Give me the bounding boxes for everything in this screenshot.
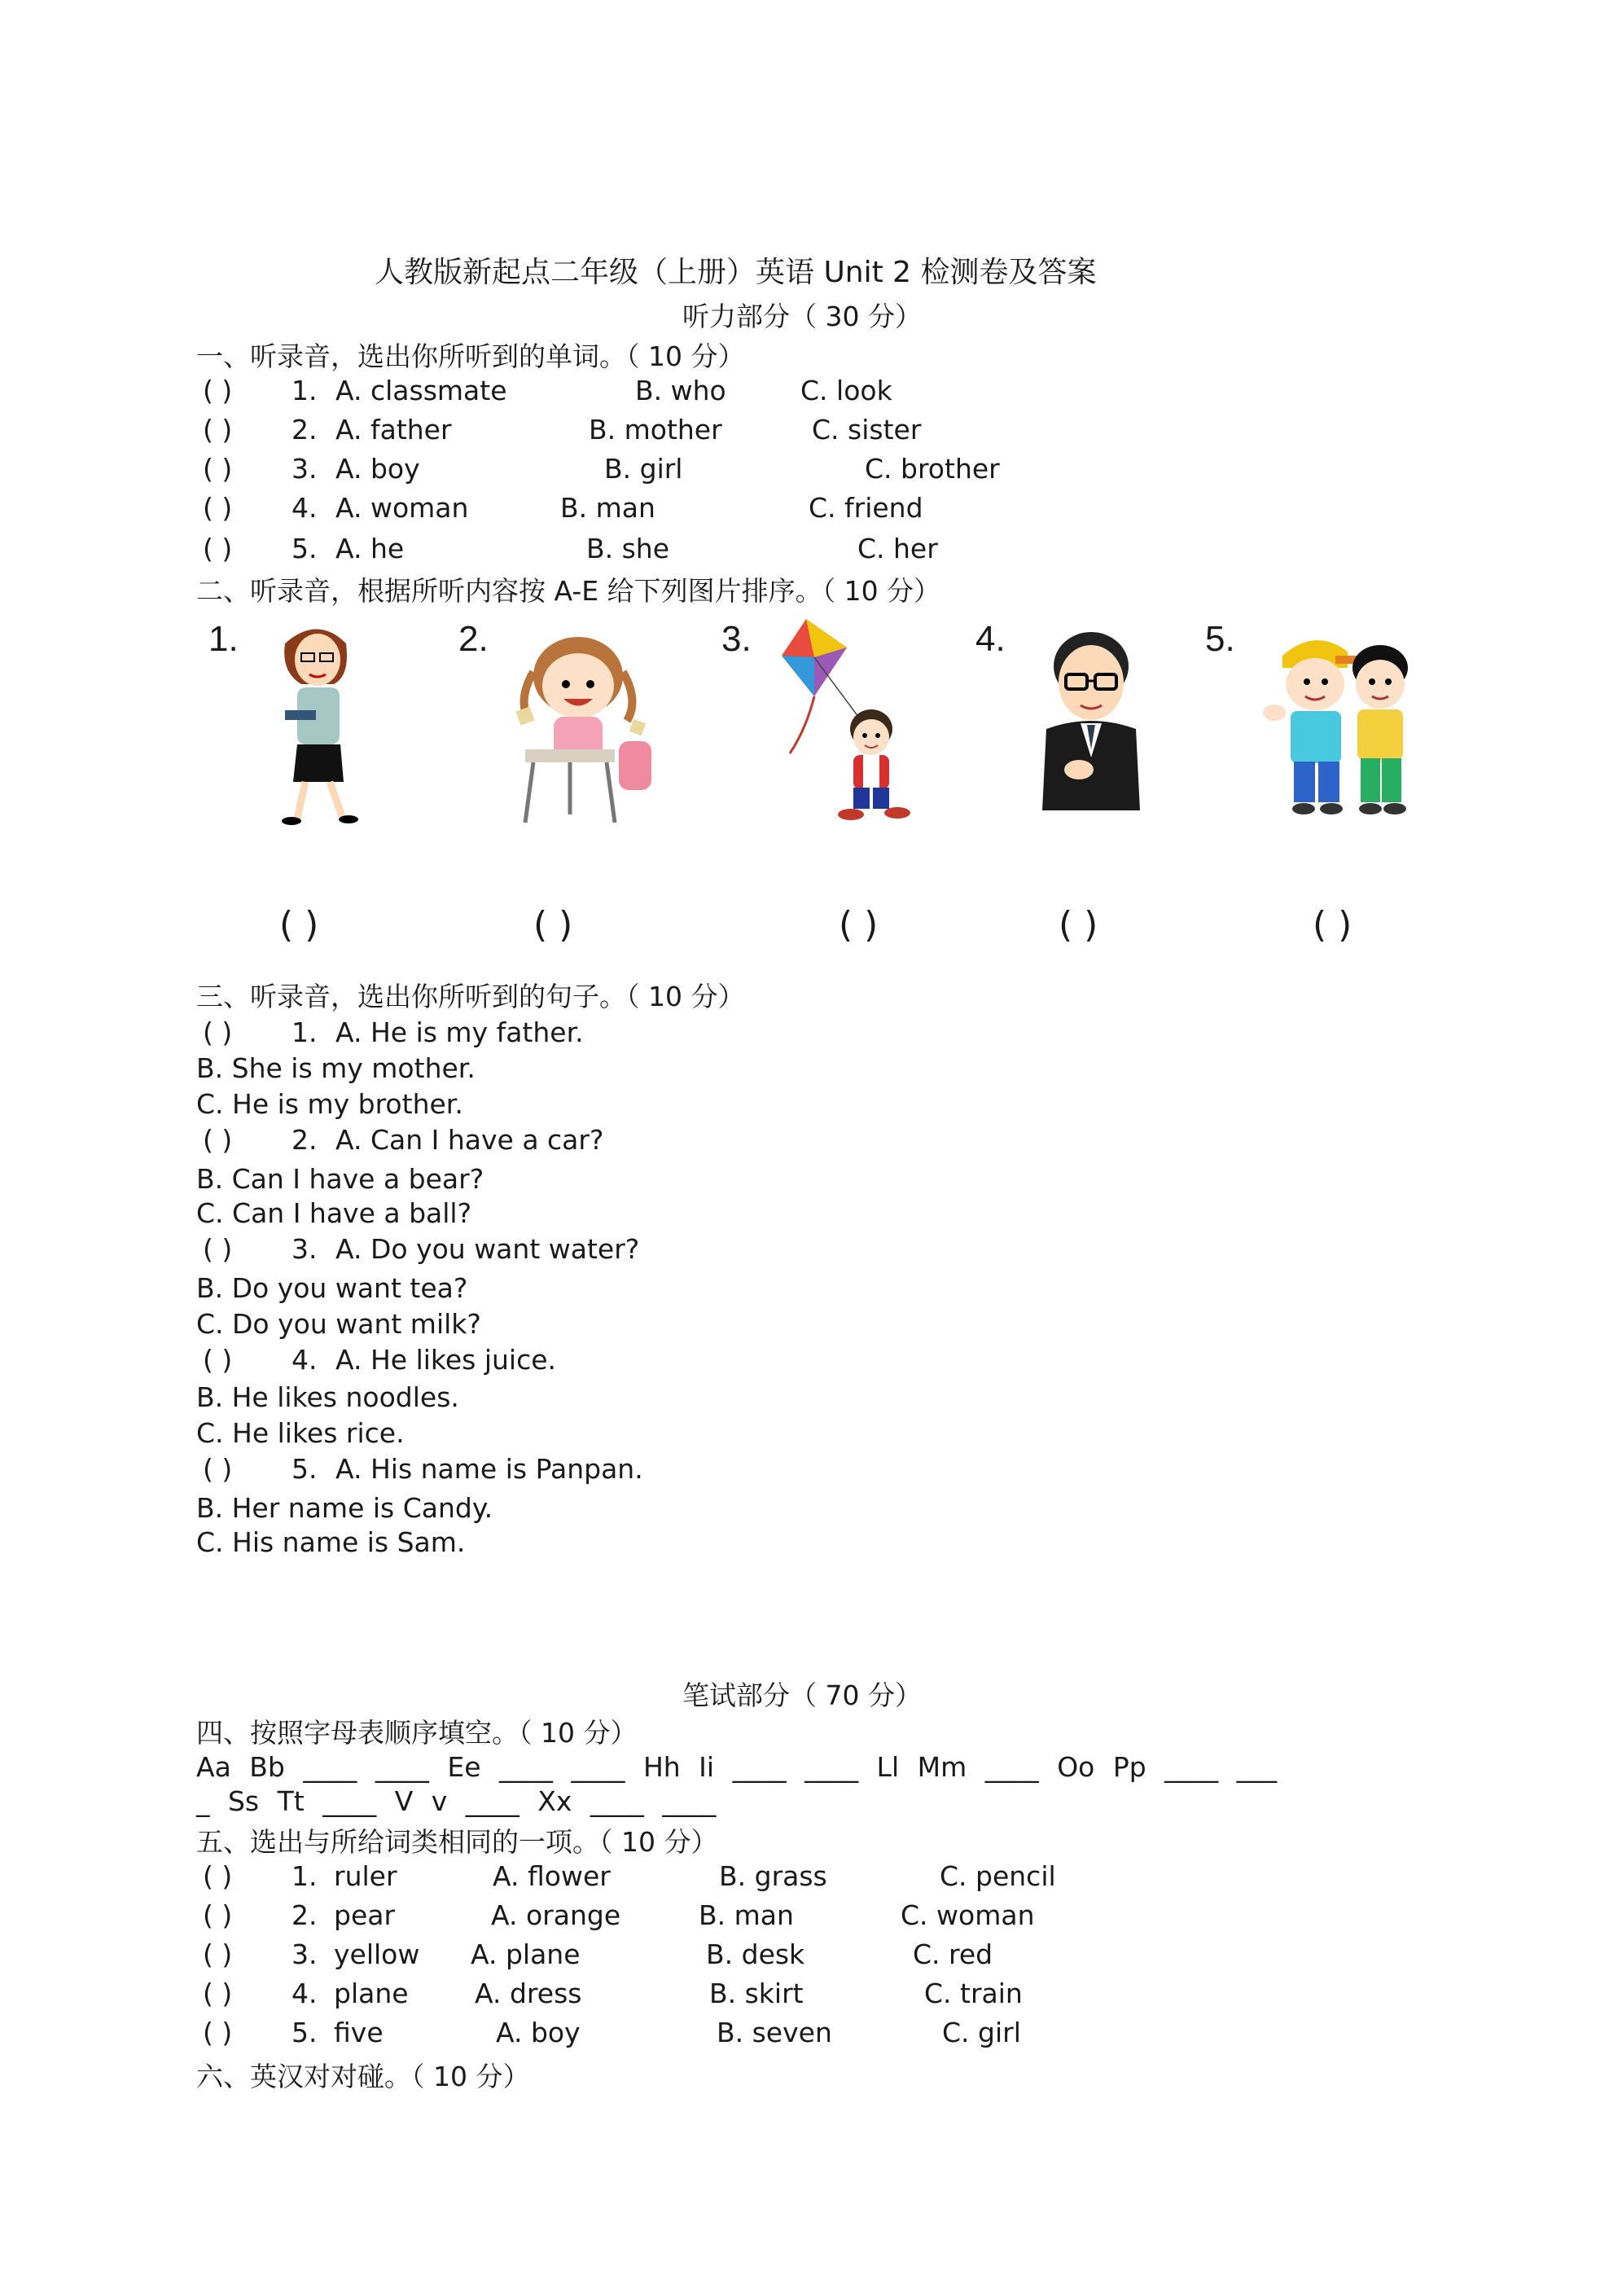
option-c: C. woman <box>901 1899 1035 1931</box>
option-b: B. grass <box>719 1860 827 1892</box>
option-c: C. He likes rice. <box>196 1417 405 1449</box>
option-c: C. train <box>924 1978 1023 2009</box>
answer-paren: ( ) <box>203 1124 233 1156</box>
girl-desk-picture <box>497 627 660 831</box>
item-number: 1. <box>292 375 318 406</box>
given-word: plane <box>334 1978 409 2009</box>
answer-paren: ( ) <box>203 1978 233 2009</box>
answer-paren: ( ) <box>203 375 233 406</box>
item-number: 5. <box>292 2017 318 2048</box>
alphabet-line-1: Aa Bb ____ ____ Ee ____ ____ Hh Ii ____ ____ Ll Mm ____ Oo Pp ____ ___ <box>196 1751 1278 1783</box>
answer-paren: ( ) <box>203 1938 233 1970</box>
answer-paren: ( ) <box>203 533 233 564</box>
kite-boy-picture <box>757 615 936 827</box>
option-b: B. man <box>699 1899 794 1931</box>
option-b: B. seven <box>717 2017 832 2048</box>
option-a: A. father <box>335 414 452 446</box>
option-c: C. His name is Sam. <box>196 1526 466 1558</box>
option-a: A. classmate <box>335 375 507 406</box>
man-picture <box>1030 627 1152 814</box>
picture-answer-paren: ( ) <box>1313 904 1352 946</box>
answer-paren: ( ) <box>203 1016 233 1048</box>
item-number: 4. <box>292 1978 318 2009</box>
option-c: C. sister <box>812 414 922 446</box>
option-c: C. red <box>913 1938 993 1970</box>
answer-paren: ( ) <box>203 1860 233 1892</box>
option-a: A. He is my father. <box>335 1016 584 1048</box>
option-a: A. he <box>335 533 405 564</box>
item-number: 3. <box>292 1938 318 1970</box>
option-a: A. Can I have a car? <box>335 1124 604 1156</box>
item-number: 3. <box>292 1233 318 1265</box>
picture-number: 2. <box>458 619 489 659</box>
option-a: A. His name is Panpan. <box>335 1453 643 1485</box>
option-c: C. brother <box>865 453 1000 485</box>
listening-header: 听力部分（ 30 分） <box>682 301 922 332</box>
option-a: A. dress <box>475 1978 582 2009</box>
option-b: B. she <box>586 533 670 564</box>
picture-answer-paren: ( ) <box>279 904 319 946</box>
option-b: B. skirt <box>709 1978 804 2009</box>
given-word: pear <box>334 1899 396 1931</box>
section-3-heading: 三、听录音，选出你所听到的句子。（ 10 分） <box>196 981 745 1012</box>
option-b: B. mother <box>589 414 722 446</box>
option-a: A. orange <box>491 1899 621 1931</box>
option-a: A. Do you want water? <box>335 1233 640 1265</box>
option-b: B. She is my mother. <box>196 1052 476 1084</box>
option-a: A. woman <box>335 492 469 524</box>
alphabet-line-2: _ Ss Tt ____ V v ____ Xx ____ ____ <box>196 1785 717 1817</box>
section-1-heading: 一、听录音，选出你所听到的单词。（ 10 分） <box>196 340 745 372</box>
section-4-heading: 四、按照字母表顺序填空。（ 10 分） <box>196 1717 638 1749</box>
option-a: A. flower <box>493 1860 611 1892</box>
item-number: 2. <box>292 1124 318 1156</box>
answer-paren: ( ) <box>203 1344 233 1376</box>
writing-header: 笔试部分（ 70 分） <box>682 1679 922 1711</box>
option-b: B. He likes noodles. <box>196 1381 459 1413</box>
answer-paren: ( ) <box>203 1899 233 1931</box>
item-number: 5. <box>292 533 318 564</box>
picture-answer-paren: ( ) <box>1059 904 1098 946</box>
option-b: B. Do you want tea? <box>196 1272 468 1304</box>
answer-paren: ( ) <box>203 453 233 485</box>
picture-number: 5. <box>1205 619 1235 659</box>
item-number: 2. <box>292 1899 318 1931</box>
item-number: 4. <box>292 492 318 524</box>
option-a: A. plane <box>471 1938 581 1970</box>
section-5-heading: 五、选出与所给词类相同的一项。（ 10 分） <box>196 1826 718 1858</box>
item-number: 5. <box>292 1453 318 1485</box>
page-title: 人教版新起点二年级（上册）英语 Unit 2 检测卷及答案 <box>375 256 1097 289</box>
section-6-heading: 六、英汉对对碰。（ 10 分） <box>196 2061 530 2092</box>
answer-paren: ( ) <box>203 1233 233 1265</box>
picture-number: 1. <box>208 619 239 659</box>
option-c: C. Do you want milk? <box>196 1308 481 1340</box>
picture-number: 4. <box>975 619 1006 659</box>
given-word: ruler <box>334 1860 397 1892</box>
item-number: 3. <box>292 453 318 485</box>
section-2-heading: 二、听录音，根据所听内容按 A-E 给下列图片排序。（ 10 分） <box>196 575 941 607</box>
answer-paren: ( ) <box>203 414 233 446</box>
item-number: 4. <box>292 1344 318 1376</box>
given-word: yellow <box>334 1938 420 1970</box>
option-c: C. pencil <box>940 1860 1056 1892</box>
given-word: five <box>334 2017 384 2048</box>
option-a: A. boy <box>496 2017 581 2048</box>
option-a: A. He likes juice. <box>335 1344 557 1376</box>
option-b: B. Can I have a bear? <box>196 1163 484 1195</box>
picture-answer-paren: ( ) <box>533 904 573 946</box>
option-c: C. friend <box>809 492 923 524</box>
item-number: 1. <box>292 1016 318 1048</box>
answer-paren: ( ) <box>203 2017 233 2048</box>
option-b: B. desk <box>706 1938 805 1970</box>
option-b: B. who <box>635 375 726 406</box>
two-boys-picture <box>1258 623 1421 823</box>
option-b: B. man <box>560 492 655 524</box>
option-c: C. Can I have a ball? <box>196 1197 472 1229</box>
answer-paren: ( ) <box>203 1453 233 1485</box>
option-c: C. He is my brother. <box>196 1088 463 1120</box>
picture-answer-paren: ( ) <box>839 904 879 946</box>
woman-picture <box>252 619 391 831</box>
option-c: C. her <box>857 533 938 564</box>
option-c: C. look <box>800 375 892 406</box>
option-c: C. girl <box>942 2017 1021 2048</box>
picture-number: 3. <box>721 619 752 659</box>
answer-paren: ( ) <box>203 492 233 524</box>
option-b: B. girl <box>604 453 683 485</box>
item-number: 2. <box>292 414 318 446</box>
option-a: A. boy <box>335 453 420 485</box>
item-number: 1. <box>292 1860 318 1892</box>
option-b: B. Her name is Candy. <box>196 1492 493 1524</box>
